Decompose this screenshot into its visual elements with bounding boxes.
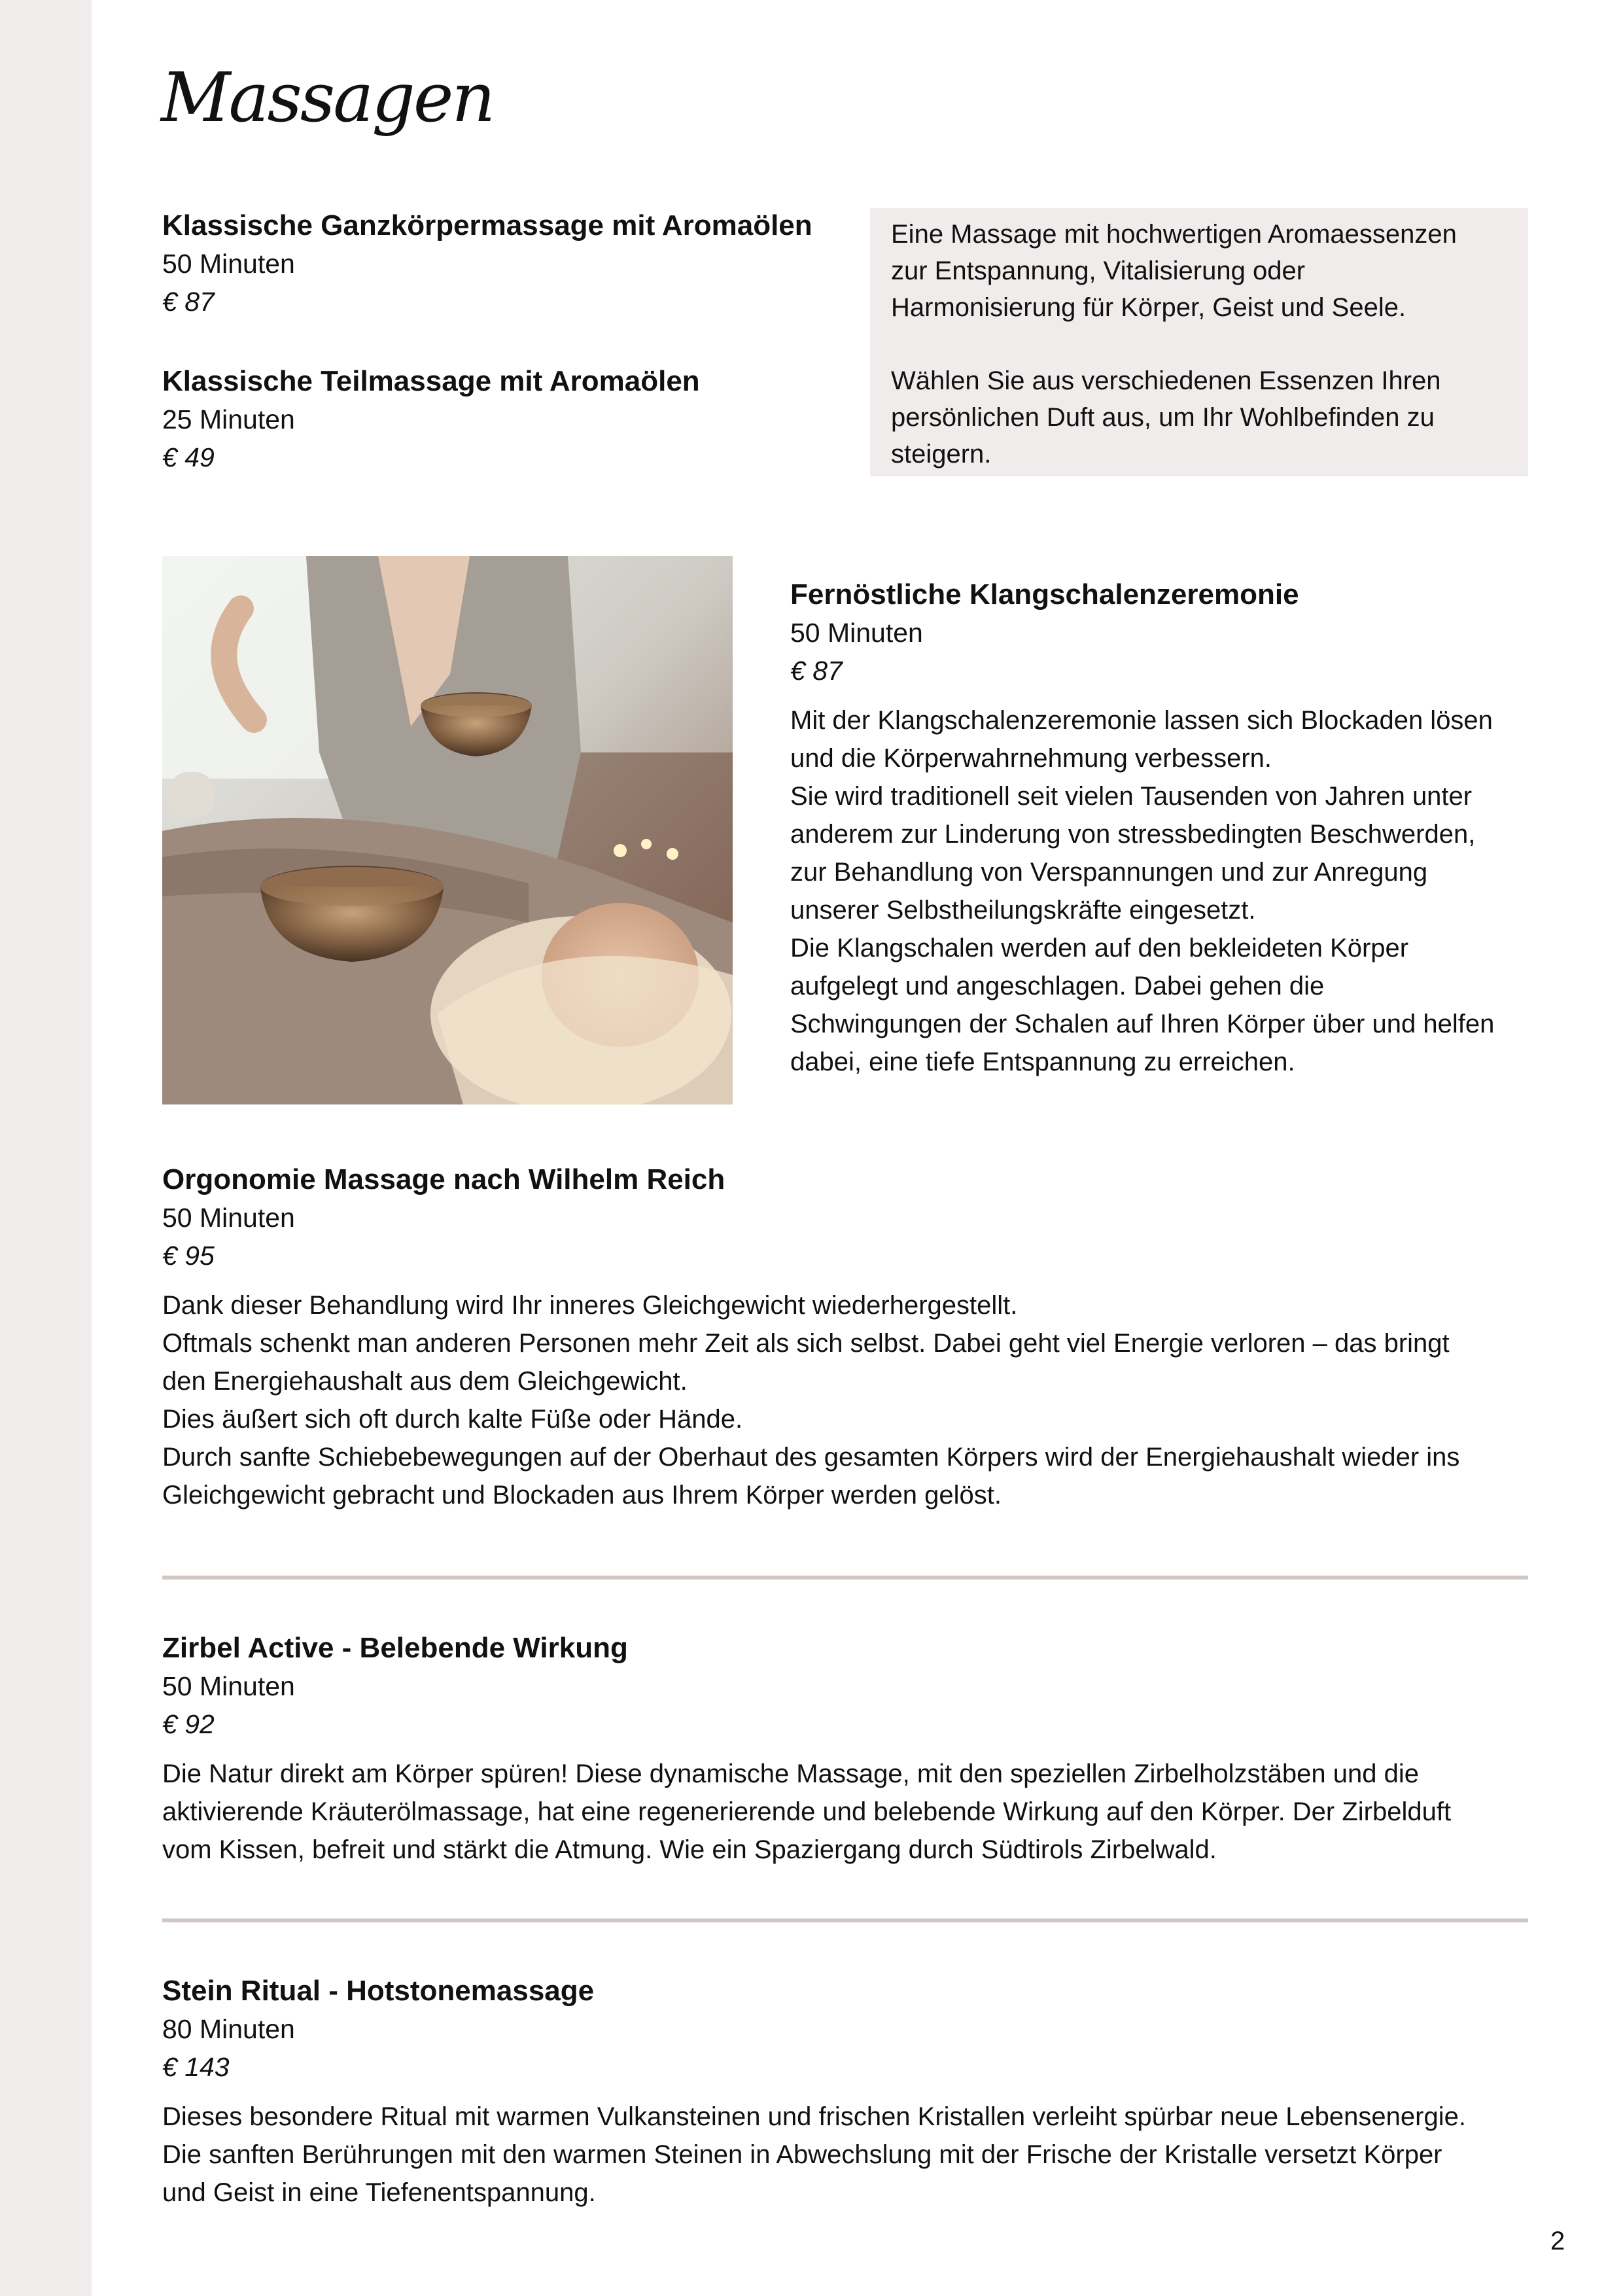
description-line: aufgelegt und angeschlagen. Dabei gehen die — [790, 972, 1325, 1000]
description-line: Dies äußert sich oft durch kalte Füße oder Hände. — [162, 1405, 743, 1434]
item-price: € 143 — [162, 2052, 230, 2082]
item-price: € 95 — [162, 1241, 215, 1271]
item-title: Zirbel Active - Belebende Wirkung — [162, 1632, 628, 1664]
description-line: Mit der Klangschalenzeremonie lassen sich Blockaden lösen — [790, 706, 1493, 735]
item-price: € 87 — [162, 287, 215, 317]
description-line: Die sanften Berührungen mit den warmen Steinen in Abwechslung mit der Frische der Kristalle versetzt Körper — [162, 2140, 1442, 2169]
item-duration: 50 Minuten — [162, 1203, 295, 1233]
description-line: Durch sanfte Schiebebewegungen auf der Oberhaut des gesamten Körpers wird der Energiehaushalt wieder ins — [162, 1443, 1460, 1472]
section-divider — [162, 1576, 1528, 1580]
description-line: und Geist in eine Tiefenentspannung. — [162, 2178, 596, 2207]
description-line: Die Natur direkt am Körper spüren! Diese dynamische Massage, mit den speziellen Zirbelholzstäben und die — [162, 1759, 1419, 1788]
item-duration: 50 Minuten — [162, 249, 295, 279]
description-line: Oftmals schenkt man anderen Personen mehr Zeit als sich selbst. Dabei geht viel Energie verloren – das bringt — [162, 1329, 1450, 1358]
orgonomie-section — [162, 1161, 1536, 1514]
description-line: unserer Selbstheilungskräfte eingesetzt. — [790, 896, 1256, 925]
item-duration: 80 Minuten — [162, 2014, 295, 2044]
item-title: Klassische Teilmassage mit Aromaölen — [162, 365, 700, 397]
info-line: steigern. — [891, 440, 992, 468]
item-title: Orgonomie Massage nach Wilhelm Reich — [162, 1163, 725, 1195]
description-line: den Energiehaushalt aus dem Gleichgewicht. — [162, 1367, 688, 1396]
description-line: Schwingungen der Schalen auf Ihren Körper über und helfen — [790, 1010, 1495, 1038]
info-line: zur Entspannung, Vitalisierung oder — [891, 256, 1306, 285]
description-line: und die Körperwahrnehmung verbessern. — [790, 744, 1272, 773]
item-price: € 92 — [162, 1709, 215, 1739]
singing-bowl-photo — [162, 556, 733, 1104]
description-line: Dank dieser Behandlung wird Ihr inneres Gleichgewicht wiederhergestellt. — [162, 1291, 1018, 1320]
info-line: Harmonisierung für Körper, Geist und Seele. — [891, 293, 1406, 322]
item-price: € 49 — [162, 442, 215, 472]
item-title: Klassische Ganzkörpermassage mit Aromaölen — [162, 209, 812, 241]
item-price: € 87 — [790, 656, 843, 686]
aroma-info-box — [870, 208, 1528, 476]
description-line: vom Kissen, befreit und stärkt die Atmung. Wie ein Spaziergang durch Südtirols Zirbelwald. — [162, 1835, 1217, 1864]
item-title: Stein Ritual - Hotstonemassage — [162, 1975, 595, 2007]
description-line: zur Behandlung von Verspannungen und zur Anregung — [790, 858, 1428, 887]
info-line: Eine Massage mit hochwertigen Aromaessenzen — [891, 220, 1457, 249]
item-duration: 50 Minuten — [790, 618, 923, 648]
description-line: anderem zur Linderung von stressbedingten Beschwerden, — [790, 820, 1476, 849]
description-line: Dieses besondere Ritual mit warmen Vulkansteinen und frischen Kristallen verleiht spürbar neue Lebensenergie. — [162, 2102, 1466, 2131]
info-line — [891, 326, 1509, 362]
description-line: Gleichgewicht gebracht und Blockaden aus Ihrem Körper werden gelöst. — [162, 1481, 1002, 1510]
page-number: 2 — [1550, 2227, 1565, 2255]
description-line: Sie wird traditionell seit vielen Tausenden von Jahren unter — [790, 782, 1473, 811]
side-strip — [0, 0, 92, 2296]
zirbel-section — [162, 1629, 1536, 1869]
description-line: Die Klangschalen werden auf den bekleideten Körper — [790, 934, 1409, 963]
item-duration: 25 Minuten — [162, 404, 295, 434]
item-title: Fernöstliche Klangschalenzeremonie — [790, 578, 1299, 610]
section-divider — [162, 1918, 1528, 1922]
stein-section — [162, 1972, 1536, 2212]
description-line: aktivierende Kräuterölmassage, hat eine regenerierende und belebende Wirkung auf den Körper. Der Zirbelduft — [162, 1797, 1452, 1826]
item-duration: 50 Minuten — [162, 1671, 295, 1701]
aroma-item-partial — [162, 362, 862, 476]
description-line: dabei, eine tiefe Entspannung zu erreichen. — [790, 1048, 1295, 1076]
klangschalen-section — [790, 576, 1529, 1081]
page-title: Massagen — [161, 58, 494, 137]
aroma-item-full — [162, 207, 862, 321]
info-line: persönlichen Duft aus, um Ihr Wohlbefinden zu — [891, 403, 1435, 432]
info-line: Wählen Sie aus verschiedenen Essenzen Ihren — [891, 366, 1441, 395]
